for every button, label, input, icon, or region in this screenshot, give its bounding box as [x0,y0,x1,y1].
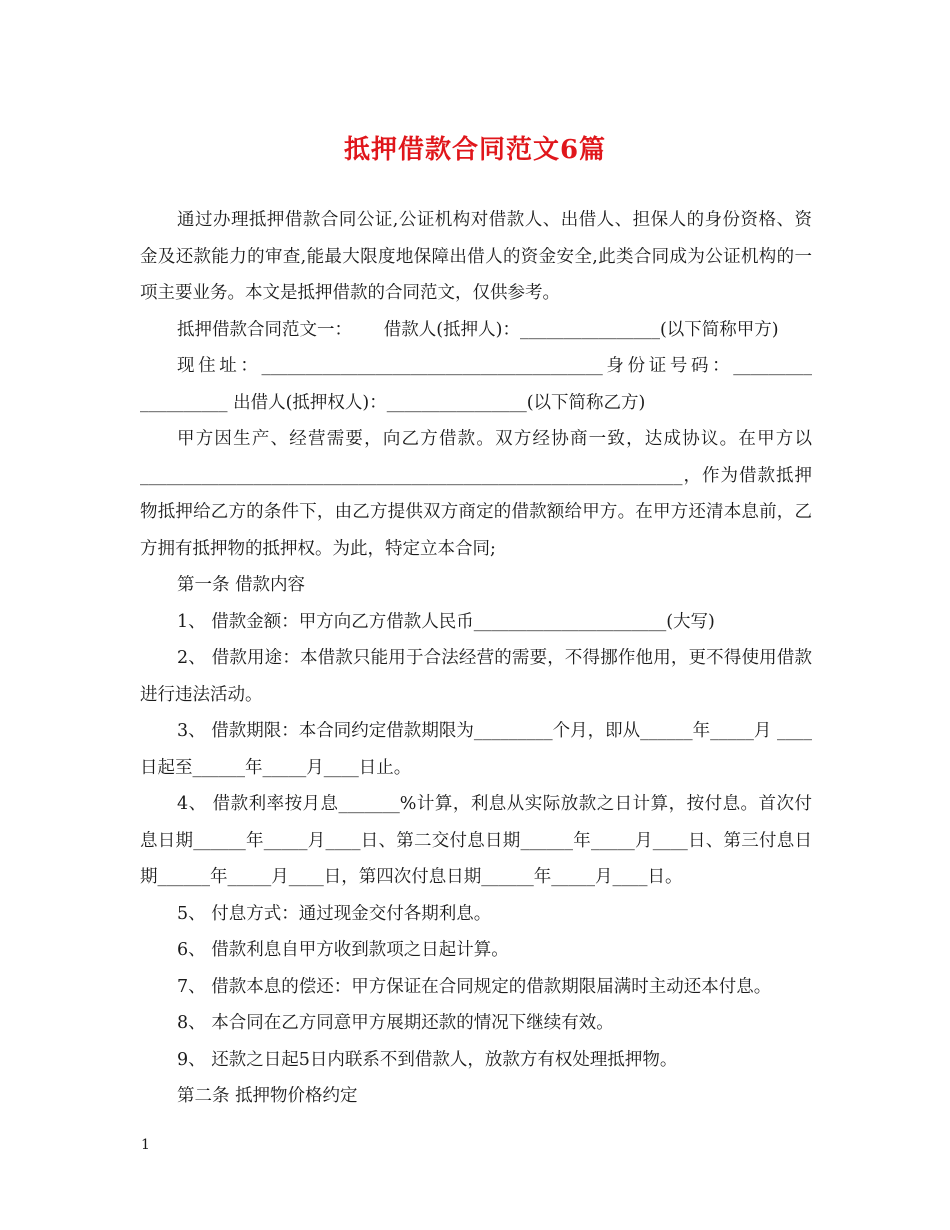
document-body [140,202,812,1115]
clause-5: 5、 付息方式：通过现金交付各期利息。 [177,903,492,924]
paragraph-intro: 通过办理抵押借款合同公证,公证机构对借款人、出借人、担保人的身份资格、资金及还款能力的审查,能最大限度地保障出借人的资金安全,此类合同成为公证机构的一项主要业务。本文是抵押借款的合同范文，仅供参考。 [140,210,812,303]
page-number: 1 [141,1137,150,1153]
section-heading-collateral-price: 第二条 抵押物价格约定 [177,1086,358,1106]
clause-6: 6、 借款利息自甲方收到款项之日起计算。 [177,940,509,960]
clause-9: 9、 还款之日起5日内联系不到借款人，放款方有权处理抵押物。 [177,1049,678,1070]
clause-2: 2、 借款用途：本借款只能用于合法经营的需要，不得挪作他用，更不得使用借款进行违法活动。 [140,648,812,705]
document-title: 抵押借款合同范文6篇 [343,135,607,165]
clause-3: 3、 借款期限：本合同约定借款期限为_________个月，即从______年_____月 ____日起至______年_____月____日止。 [140,721,812,778]
clause-1: 1、 借款金额：甲方向乙方借款人民币______________________(大写) [177,611,715,632]
clause-4: 4、 借款利率按月息_______%计算，利息从实际放款之日计算，按付息。首次付息日期______年_____月____日、第二交付息日期______年_____月____日、第三付息日期______年_____月____日，第四次付息日期______年_____月____日。 [140,794,812,887]
clause-7: 7、 借款本息的偿还：甲方保证在合同规定的借款期限届满时主动还本付息。 [177,976,772,997]
paragraph-borrower: 抵押借款合同范文一： 借款人(抵押人)：________________(以下简称甲方) [177,319,779,340]
section-heading-loan-content: 第一条 借款内容 [177,575,306,595]
paragraph-address: 现住址：_______________________________________身份证号码：_________ __________ 出借人(抵押权人)：________________(以下简称乙方) [140,356,812,413]
paragraph-agreement: 甲方因生产、经营需要，向乙方借款。双方经协商一致，达成协议。在甲方以 ______________________________________________________________，作为借款抵押物抵押给乙方的条件下，由乙方提供双方商定的借款额给甲方。在甲方还清本息前，乙方拥有抵押物的抵押权。为此，特定立本合同; [140,429,812,559]
clause-8: 8、 本合同在乙方同意甲方展期还款的情况下继续有效。 [177,1013,614,1033]
